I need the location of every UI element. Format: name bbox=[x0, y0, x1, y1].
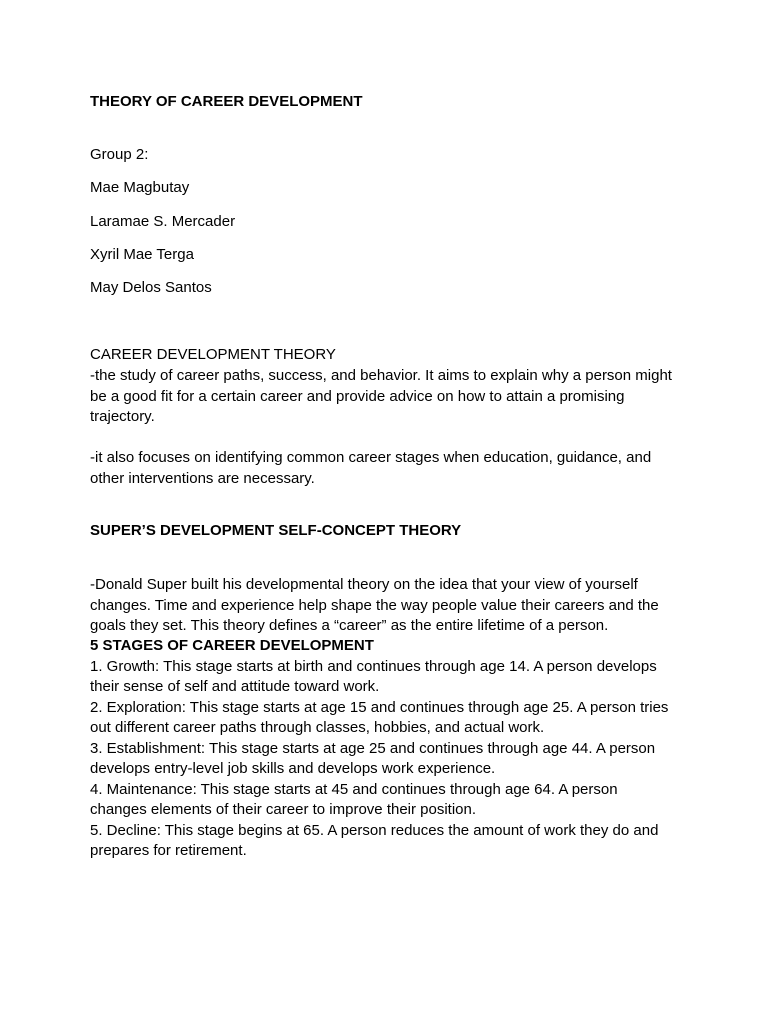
section-heading-supers-theory: SUPER’S DEVELOPMENT SELF-CONCEPT THEORY bbox=[90, 522, 462, 539]
document-title: THEORY OF CAREER DEVELOPMENT bbox=[90, 93, 363, 110]
career-development-definition-paragraph bbox=[90, 366, 672, 428]
stage-decline-line: prepares for retirement. bbox=[90, 842, 247, 859]
stage-establishment-line: develops entry-level job skills and develops work experience. bbox=[90, 760, 496, 777]
section-heading-career-development-theory: CAREER DEVELOPMENT THEORY bbox=[90, 346, 336, 363]
stage-growth-line: 1. Growth: This stage starts at birth and continues through age 14. A person develops bbox=[90, 657, 657, 675]
paragraph-line: trajectory. bbox=[90, 408, 155, 425]
stage-exploration-line: out different career paths through classes, hobbies, and actual work. bbox=[90, 719, 545, 736]
stage-maintenance-line: changes elements of their career to improve their position. bbox=[90, 801, 477, 818]
paragraph-line: goals they set. This theory defines a “career” as the entire lifetime of a person. bbox=[90, 617, 609, 634]
section-heading-five-stages: 5 STAGES OF CAREER DEVELOPMENT bbox=[90, 637, 374, 654]
stage-exploration-line: 2. Exploration: This stage starts at age 15 and continues through age 25. A person tries bbox=[90, 698, 669, 716]
paragraph-line: -the study of career paths, success, and behavior. It aims to explain why a person might bbox=[90, 367, 672, 384]
stage-growth-line: their sense of self and attitude toward work. bbox=[90, 678, 380, 695]
member-name: May Delos Santos bbox=[90, 279, 212, 296]
group-label: Group 2: bbox=[90, 146, 149, 163]
stage-maintenance-line: 4. Maintenance: This stage starts at 45 and continues through age 64. A person bbox=[90, 780, 618, 798]
member-name: Mae Magbutay bbox=[90, 179, 190, 196]
member-name: Laramae S. Mercader bbox=[90, 213, 236, 230]
paragraph-line: be a good fit for a certain career and provide advice on how to attain a promising bbox=[90, 387, 625, 405]
stage-establishment-line: 3. Establishment: This stage starts at age 25 and continues through age 44. A person bbox=[90, 739, 656, 757]
paragraph-line: other interventions are necessary. bbox=[90, 469, 315, 487]
donald-super-paragraph bbox=[90, 575, 659, 637]
stages-section bbox=[90, 636, 668, 862]
member-name: Xyril Mae Terga bbox=[90, 246, 194, 263]
paragraph-line: changes. Time and experience help shape the way people value their careers and the bbox=[90, 596, 659, 614]
paragraph-line: -Donald Super built his developmental theory on the idea that your view of yourself bbox=[90, 576, 638, 593]
stage-decline-line: 5. Decline: This stage begins at 65. A person reduces the amount of work they do and bbox=[90, 821, 659, 839]
paragraph-line: -it also focuses on identifying common career stages when education, guidance, and bbox=[90, 449, 652, 466]
career-stages-focus-paragraph bbox=[90, 448, 651, 489]
